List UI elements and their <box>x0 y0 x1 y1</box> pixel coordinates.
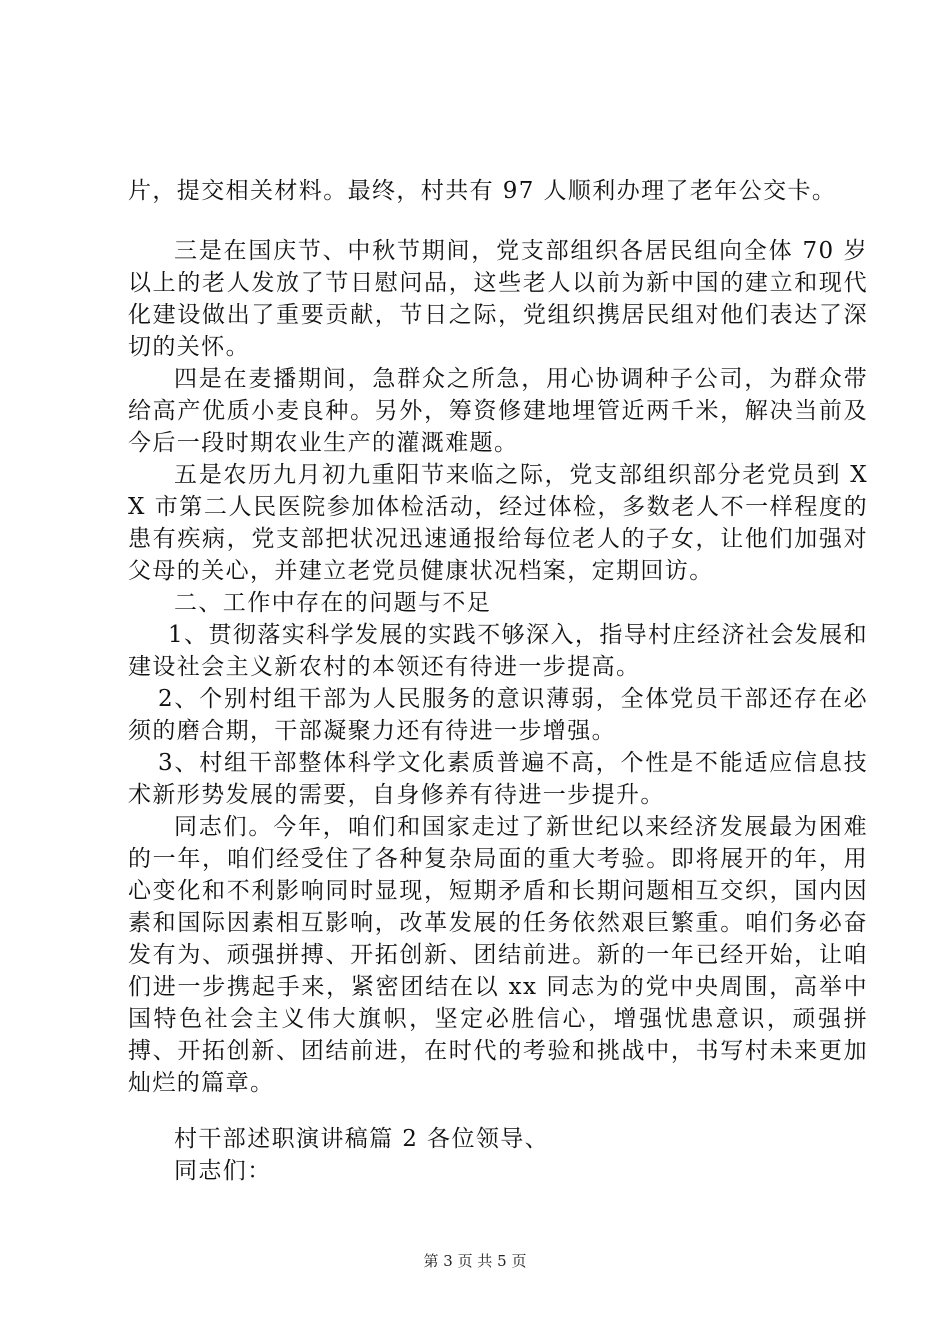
section-heading: 二、工作中存在的问题与不足 <box>174 590 492 616</box>
page-footer: 第 3 页 共 5 页 <box>423 1252 527 1270</box>
next-section <box>128 1123 868 1187</box>
paragraph-7: 2、个别村组干部为人民服务的意识薄弱，全体党员干部还存在必须的磨合期，干部凝聚力还有待进一步增强。 <box>128 686 868 744</box>
paragraph-3: 四是在麦播期间，急群众之所急，用心协调种子公司，为群众带给高产优质小麦良种。另外，筹资修建地埋管近两千米，解决当前及今后一段时期农业生产的灌溉难题。 <box>128 366 868 456</box>
paragraph-4: 五是农历九月初九重阳节来临之际，党支部组织部分老党员到 XX 市第二人民医院参加体检活动，经过体检，多数老人不一样程度的患有疾病，党支部把状况迅速通报给每位老人的子女，让他们加强对父母的关心，并建立老党员健康状况档案，定期回访。 <box>128 462 868 584</box>
paragraph-1: 片，提交相关材料。最终，村共有 97 人顺利办理了老年公交卡。 <box>128 178 837 204</box>
paragraph-11: 同志们： <box>174 1158 272 1184</box>
body-text <box>128 235 868 1099</box>
paragraph-continuation <box>128 175 868 207</box>
paragraph-2: 三是在国庆节、中秋节期间，党支部组织各居民组向全体 70 岁以上的老人发放了节日慰问品，这些老人以前为新中国的建立和现代化建设做出了重要贡献，节日之际，党组织携居民组对他们表达了深切的关怀。 <box>128 238 868 360</box>
paragraph-8: 3、村组干部整体科学文化素质普遍不高，个性是不能适应信息技术新形势发展的需要，自身修养有待进一步提升。 <box>128 750 868 808</box>
paragraph-6: 1、贯彻落实科学发展的实践不够深入，指导村庄经济社会发展和建设社会主义新农村的本领还有待进一步提高。 <box>128 622 868 680</box>
paragraph-10: 村干部述职演讲稿篇 2 各位领导、 <box>174 1126 550 1152</box>
paragraph-9: 同志们。今年，咱们和国家走过了新世纪以来经济发展最为困难的一年，咱们经受住了各种复杂局面的重大考验。即将展开的年，用心变化和不利影响同时显现，短期矛盾和长期问题相互交织，国内因素和国际因素相互影响，改革发展的任务依然艰巨繁重。咱们务必奋发有为、顽强拼搏、开拓创新、团结前进。新的一年已经开始，让咱们进一步携起手来，紧密团结在以 xx 同志为的党中央周围，高举中国特色社会主义伟大旗帜，坚定必胜信心，增强忧患意识，顽强拼搏、开拓创新、团结前进，在时代的考验和挑战中，书写村未来更加灿烂的篇章。 <box>128 814 868 1096</box>
